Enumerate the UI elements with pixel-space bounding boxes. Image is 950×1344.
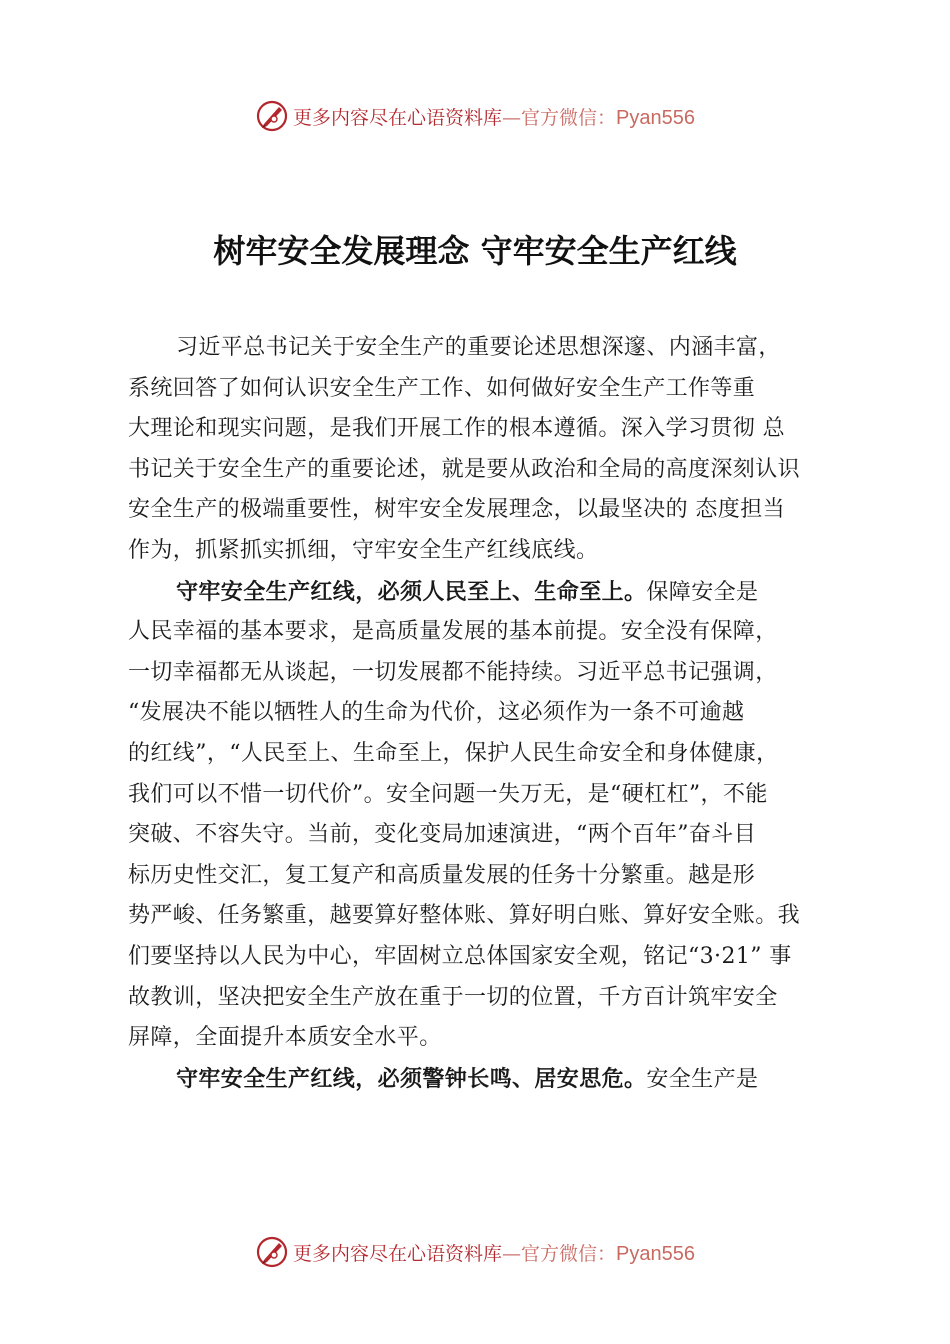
header-watermark-banner bbox=[0, 96, 950, 136]
banner-wechat-label: 官方微信： bbox=[521, 106, 617, 129]
body-line: 势严峻、任务繁重，越要算好整体账、算好明白账、算好安全账。我 bbox=[128, 903, 801, 929]
banner-wechat-label: 官方微信： bbox=[521, 1242, 617, 1265]
banner-separator: — bbox=[502, 106, 522, 129]
body-line: 大理论和现实问题，是我们开展工作的根本遵循。深入学习贯彻 总 bbox=[128, 416, 785, 442]
paragraph-lead: 守牢安全生产红线，必须警钟长鸣、居安思危。 bbox=[176, 1065, 647, 1092]
body-line: 一切幸福都无从谈起，一切发展都不能持续。习近平总书记强调， bbox=[128, 659, 778, 685]
banner-text bbox=[293, 103, 695, 130]
banner-main: 更多内容尽在心语资料库 bbox=[293, 106, 503, 129]
document-body bbox=[128, 328, 840, 1099]
body-line-rest: 保障安全是 bbox=[646, 579, 759, 605]
paragraph-lead: 守牢安全生产红线，必须人民至上、生命至上。 bbox=[176, 578, 647, 605]
body-line: 屏障，全面提升本质安全水平。 bbox=[128, 1025, 442, 1051]
body-line-rest: 安全生产是 bbox=[646, 1066, 759, 1092]
body-line: 们要坚持以人民为中心，牢固树立总体国家安全观，铭记“3·21” 事 bbox=[128, 943, 792, 969]
body-line: 标历史性交汇，复工复产和高质量发展的任务十分繁重。越是形 bbox=[128, 862, 756, 888]
body-line: 系统回答了如何认识安全生产工作、如何做好安全生产工作等重 bbox=[128, 375, 756, 401]
body-line: 突破、不容失守。当前，变化变局加速演进，“两个百年”奋斗目 bbox=[128, 822, 757, 848]
pen-in-circle-logo-icon bbox=[255, 99, 289, 133]
banner-wechat-id: Pyan556 bbox=[616, 1242, 695, 1265]
body-line: 安全生产的极端重要性，树牢安全发展理念，以最坚决的 态度担当 bbox=[128, 497, 785, 523]
body-line: 的红线”，“人民至上、生命至上，保护人民生命安全和身体健康， bbox=[128, 740, 779, 766]
body-line: 人民幸福的基本要求，是高质量发展的基本前提。安全没有保障， bbox=[128, 619, 778, 645]
body-line: 作为，抓紧抓实抓细，守牢安全生产红线底线。 bbox=[128, 537, 599, 563]
body-line bbox=[128, 572, 840, 613]
banner-separator: — bbox=[502, 1242, 522, 1265]
pen-in-circle-logo-icon bbox=[255, 1235, 289, 1269]
footer-watermark-banner bbox=[0, 1232, 950, 1272]
body-line: 故教训，坚决把安全生产放在重于一切的位置，千方百计筑牢安全 bbox=[128, 984, 778, 1010]
banner-wechat-id: Pyan556 bbox=[616, 106, 695, 129]
banner-main: 更多内容尽在心语资料库 bbox=[293, 1242, 503, 1265]
body-line: 我们可以不惜一切代价”。安全问题一失万无，是“硬杠杠”，不能 bbox=[128, 781, 768, 807]
document-title: 树牢安全发展理念 守牢安全生产红线 bbox=[213, 232, 737, 270]
banner-text bbox=[293, 1239, 695, 1266]
body-line: 书记关于安全生产的重要论述，就是要从政治和全局的高度深刻认识 bbox=[128, 456, 801, 482]
body-line bbox=[128, 1059, 840, 1100]
body-line: “发展决不能以牺牲人的生命为代价，这必须作为一条不可逾越 bbox=[128, 700, 745, 726]
body-line: 习近平总书记关于安全生产的重要论述思想深邃、内涵丰富， bbox=[176, 335, 781, 360]
